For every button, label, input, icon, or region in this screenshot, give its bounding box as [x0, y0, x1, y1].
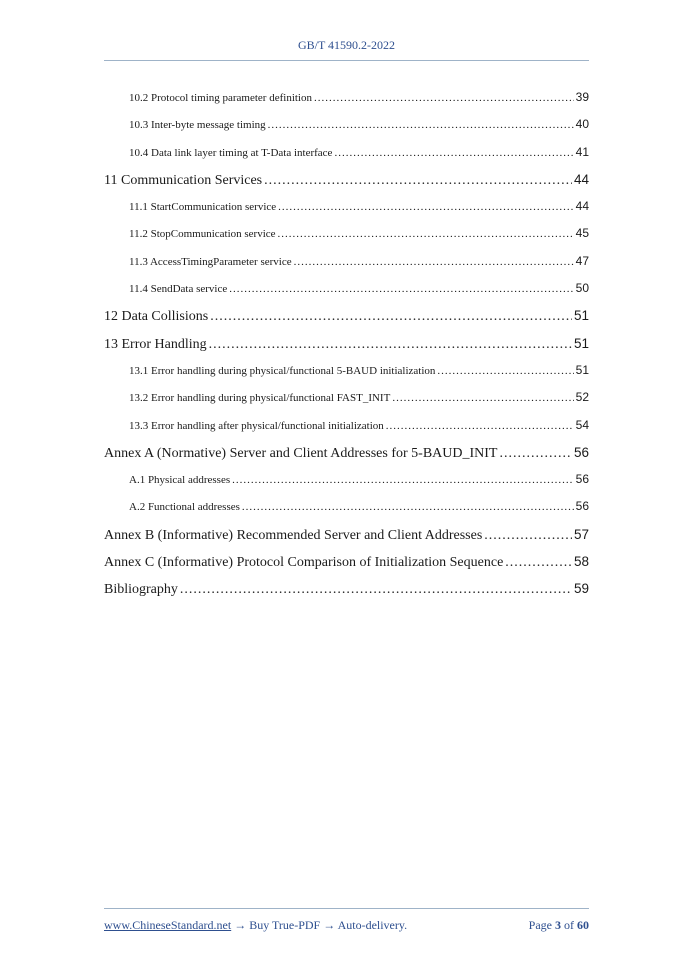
dot-leader [232, 467, 574, 494]
toc-entry[interactable] [104, 220, 589, 247]
toc-entry-title: 10.2 Protocol timing parameter definition [129, 92, 312, 104]
page-label: Page [528, 918, 552, 932]
dot-leader [229, 276, 573, 303]
dot-leader [278, 221, 574, 248]
toc-entry[interactable] [104, 357, 589, 384]
toc-entry-page: 44 [575, 199, 589, 214]
toc-entry[interactable] [104, 575, 589, 602]
toc-entry-page: 59 [573, 581, 589, 597]
toc-entry[interactable] [104, 548, 589, 575]
toc-entry[interactable] [104, 84, 589, 111]
dot-leader [180, 576, 572, 603]
dot-leader [294, 249, 574, 276]
toc-entry-page: 51 [573, 308, 589, 324]
toc-entry[interactable] [104, 248, 589, 275]
toc-entry-title: Annex B (Informative) Recommended Server and Client Addresses [104, 527, 483, 543]
dot-leader [499, 440, 571, 467]
toc-entry-page: 40 [575, 117, 589, 132]
chinesestandard-link[interactable]: www.ChineseStandard.net [104, 918, 232, 932]
toc-entry-title: 11.4 SendData service [129, 283, 228, 296]
running-header: GB/T 41590.2-2022 [297, 38, 396, 52]
toc-entry-page: 54 [575, 417, 589, 432]
toc-entry-page: 50 [575, 281, 589, 296]
header-divider [104, 60, 589, 61]
toc-entry-page: 56 [575, 472, 589, 487]
toc-entry[interactable] [104, 330, 589, 357]
toc-entry-title: 13.3 Error handling after physical/functional initialization [129, 419, 384, 432]
dot-leader [264, 167, 572, 194]
toc-entry-page: 45 [575, 226, 589, 241]
toc-entry[interactable] [104, 493, 589, 520]
toc-entry-page: 39 [575, 90, 589, 104]
toc-entry-title: 10.4 Data link layer timing at T-Data interface [129, 146, 333, 159]
toc-entry-title: 11.2 StopCommunication service [129, 228, 276, 241]
toc-entry-page: 47 [575, 253, 589, 268]
table-of-contents [104, 84, 589, 603]
dot-leader [484, 522, 572, 549]
toc-entry-page: 51 [573, 335, 589, 351]
footer-promo [104, 918, 407, 933]
toc-entry-title: 11.3 AccessTimingParameter service [129, 255, 292, 268]
toc-entry-page: 52 [575, 390, 589, 405]
dot-leader [392, 385, 573, 412]
toc-entry-page: 51 [575, 362, 589, 377]
dot-leader [278, 194, 573, 221]
dot-leader [314, 85, 574, 112]
toc-entry-title: A.1 Physical addresses [129, 474, 231, 487]
dot-leader [209, 331, 572, 358]
dot-leader [334, 140, 573, 167]
footer-divider [104, 908, 589, 909]
toc-entry-title: 12 Data Collisions [104, 309, 209, 325]
toc-entry-title: 11.1 StartCommunication service [129, 201, 277, 214]
toc-entry[interactable] [104, 521, 589, 548]
toc-entry-title: 13.2 Error handling during physical/functional FAST_INIT [129, 392, 391, 405]
toc-entry[interactable] [104, 384, 589, 411]
dot-leader [210, 303, 572, 330]
toc-entry[interactable] [104, 275, 589, 302]
toc-entry-page: 56 [573, 444, 589, 460]
toc-entry-title: 10.3 Inter-byte message timing [129, 119, 266, 132]
toc-entry-title: 13 Error Handling [104, 336, 207, 352]
page-footer [104, 918, 589, 933]
toc-entry[interactable] [104, 193, 589, 220]
footer-tagline: → Buy True-PDF → Auto-delivery. [231, 918, 408, 932]
toc-entry-title: Bibliography [104, 582, 178, 598]
toc-entry[interactable] [104, 139, 589, 166]
toc-entry-page: 57 [573, 526, 589, 542]
toc-entry[interactable] [104, 466, 589, 493]
toc-entry[interactable] [104, 439, 589, 466]
dot-leader [386, 413, 574, 440]
toc-entry-page: 56 [575, 499, 589, 514]
page-indicator [529, 918, 589, 933]
toc-entry[interactable] [104, 166, 589, 193]
toc-entry-title: 11 Communication Services [104, 172, 263, 188]
toc-entry[interactable] [104, 412, 589, 439]
toc-entry-page: 44 [573, 171, 589, 187]
page-current: 3 [555, 918, 561, 932]
toc-entry-title: A.2 Functional addresses [129, 501, 240, 514]
toc-entry-title: Annex C (Informative) Protocol Comparison of Initialization Sequence [104, 555, 504, 571]
dot-leader [505, 549, 572, 576]
page-total: 60 [577, 918, 589, 932]
page-of: of [564, 918, 574, 932]
dot-leader [268, 112, 574, 139]
dot-leader [437, 358, 573, 385]
dot-leader [242, 494, 574, 521]
toc-entry-page: 41 [575, 144, 589, 159]
toc-entry-title: Annex A (Normative) Server and Client Addresses for 5-BAUD_INIT [104, 445, 498, 461]
toc-entry[interactable] [104, 111, 589, 138]
toc-entry-title: 13.1 Error handling during physical/functional 5-BAUD initialization [129, 364, 436, 377]
toc-entry-page: 58 [573, 554, 589, 570]
toc-entry[interactable] [104, 302, 589, 329]
